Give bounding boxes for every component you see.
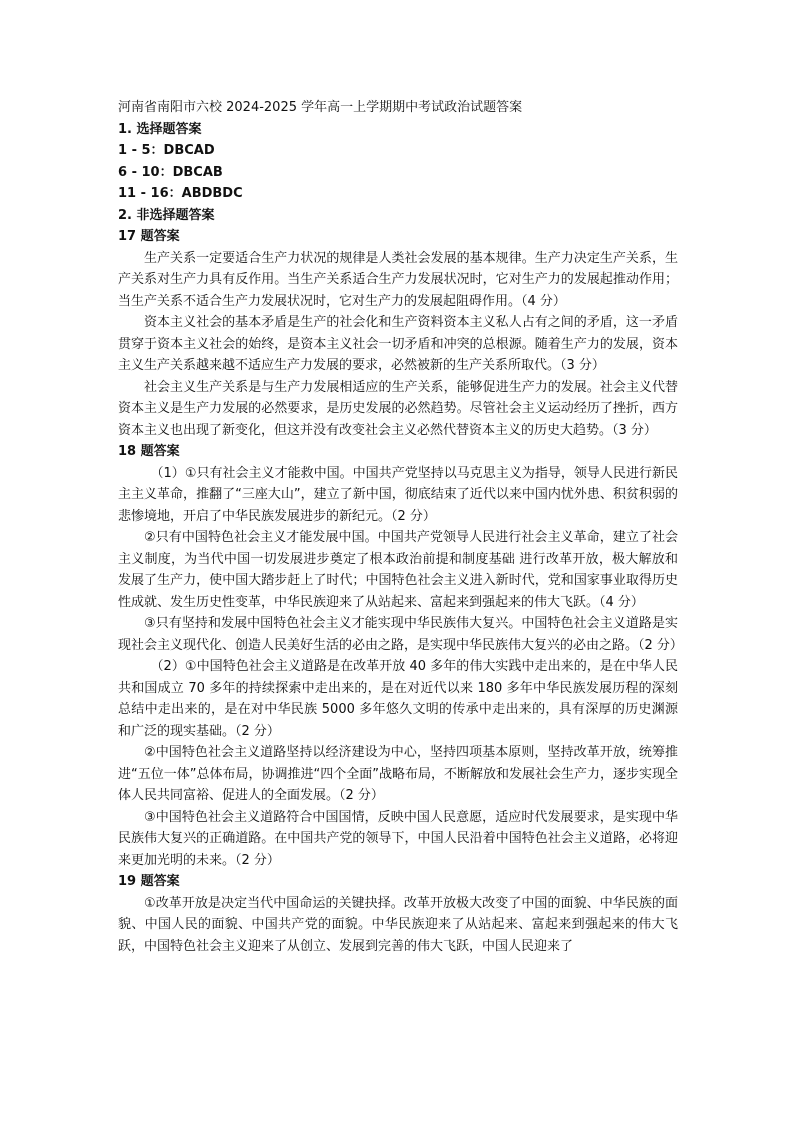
q18-paragraph-1: （1）①只有社会主义才能救中国。中国共产党坚持以马克思主义为指导，领导人民进行新民主主义革命，推翻了“三座大山”，建立了新中国，彻底结束了近代以来中国内忧外患、积贫积弱的悲惨境地，开启了中华民族发展进步的新纪元。（2 分） xyxy=(118,465,678,524)
choice-answers-row-2: 6 - 10：DBCAB xyxy=(118,164,223,180)
q17-paragraph-3: 社会主义生产关系是与生产力发展相适应的生产关系，能够促进生产力的发展。社会主义代替资本主义是生产力发展的必然要求，是历史发展的必然趋势。尽管社会主义运动经历了挫折，西方资本主义也出现了新变化，但这并没有改变社会主义必然代替资本主义的历史大趋势。（3 分） xyxy=(118,379,678,438)
choice-answers-row-3: 11 - 16：ABDBDC xyxy=(118,186,243,201)
q18-paragraph-5: ②中国特色社会主义道路坚持以经济建设为中心，坚持四项基本原则，坚持改革开放，统筹推进“五位一体”总体布局，协调推进“四个全面”战略布局，不断解放和发展社会生产力，逐步实现全体人民共同富裕、促进人的全面发展。（2 分） xyxy=(118,745,678,803)
q17-paragraph-2: 资本主义社会的基本矛盾是生产的社会化和生产资料资本主义私人占有之间的矛盾，这一矛盾贯穿于资本主义社会的始终，是资本主义社会一切矛盾和冲突的总根源。随着生产力的发展，资本主义生产关系越来越不适应生产力发展的要求，必然被新的生产关系所取代。（3 分） xyxy=(118,315,678,373)
q19-heading: 19 题答案 xyxy=(118,874,180,889)
q18-heading: 18 题答案 xyxy=(118,444,180,459)
answer-document xyxy=(118,97,683,957)
q18-paragraph-2: ②只有中国特色社会主义才能发展中国。中国共产党领导人民进行社会主义革命，建立了社会主义制度，为当代中国一切发展进步奠定了根本政治前提和制度基础 进行改革开放，极大解放和发展了生产力，使中国大踏步赶上了时代；中国特色社会主义进入新时代，党和国家事业取得历史性成就、发生历史性变革，中华民族迎来了从站起来、富起来到强起来的伟大飞跃。（4 分） xyxy=(118,530,678,610)
choice-answers-row-1: 1 - 5：DBCAD xyxy=(118,143,215,158)
q19-paragraph-1: ①改革开放是决定当代中国命运的关键抉择。改革开放极大改变了中国的面貌、中华民族的面貌、中国人民的面貌、中国共产党的面貌。中华民族迎来了从站起来、富起来到强起来的伟大飞跃，中国特色社会主义迎来了从创立、发展到完善的伟大飞跃，中国人民迎来了 xyxy=(118,895,678,954)
document-title: 河南省南阳市六校 2024-2025 学年高一上学期期中考试政治试题答案 xyxy=(118,100,523,115)
q18-paragraph-3: ③只有坚持和发展中国特色社会主义才能实现中华民族伟大复兴。中国特色社会主义道路是实现社会主义现代化、创造人民美好生活的必由之路，是实现中华民族伟大复兴的必由之路。（2 分） xyxy=(118,616,683,653)
section-2-heading: 2. 非选择题答案 xyxy=(118,207,215,223)
q18-paragraph-6: ③中国特色社会主义道路符合中国国情，反映中国人民意愿，适应时代发展要求，是实现中华民族伟大复兴的正确道路。在中国共产党的领导下，中国人民沿着中国特色社会主义道路，必将迎来更加光明的未来。（2 分） xyxy=(118,809,678,868)
q18-paragraph-4: （2）①中国特色社会主义道路是在改革开放 40 多年的伟大实践中走出来的，是在中华人民共和国成立 70 多年的持续探索中走出来的，是在对近代以来 180 多年中华民族发展历程的深刻总结中走出来的，是在对中华民族 5000 多年悠久文明的传承中走出来的，具有深厚的历史渊源和广泛的现实基础。（2 分） xyxy=(118,659,678,739)
section-1-heading: 1. 选择题答案 xyxy=(118,121,202,137)
q17-paragraph-1: 生产关系一定要适合生产力状况的规律是人类社会发展的基本规律。生产力决定生产关系，生产关系对生产力具有反作用。当生产关系适合生产力发展状况时，它对生产力的发展起推动作用；当生产关系不适合生产力发展状况时，它对生产力的发展起阻碍作用。（4 分） xyxy=(118,250,678,309)
q17-heading: 17 题答案 xyxy=(118,229,180,244)
